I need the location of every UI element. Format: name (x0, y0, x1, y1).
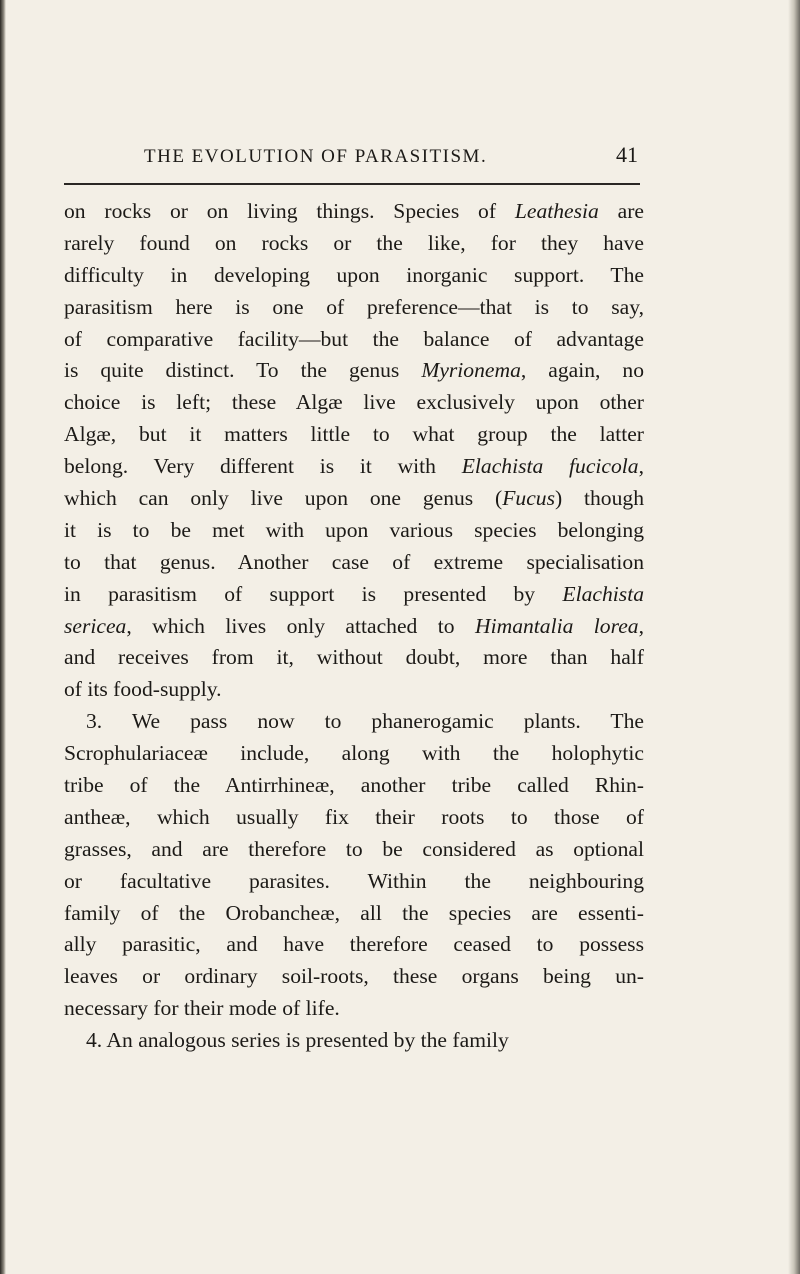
text-segment: and receives from it, without doubt, more than half (64, 645, 644, 670)
text-segment: grasses, and are therefore to be considered as optional (64, 836, 644, 861)
text-line (64, 292, 644, 324)
text-segment: or facultative parasites. Within the neighbouring (64, 868, 644, 893)
text-segment: which can only live upon one genus ( (64, 486, 503, 511)
text-segment: , again, no (520, 358, 645, 383)
text-line (64, 866, 644, 898)
text-line (64, 898, 644, 930)
text-line (64, 196, 644, 228)
text-line (64, 355, 644, 387)
text-segment: 3. We pass now to phanerogamic plants. The (86, 709, 644, 734)
text-segment: rarely found on rocks or the like, for they have (64, 230, 644, 255)
text-segment: tribe of the Antirrhineæ, another tribe called Rhin- (64, 773, 644, 798)
text-segment: leaves or ordinary soil-roots, these organs being un- (64, 964, 644, 989)
running-head: THE EVOLUTION OF PARASITISM. (144, 146, 488, 167)
text-line (64, 483, 644, 515)
text-segment: necessary for their mode of life. (64, 996, 340, 1021)
text-segment: parasitism here is one of preference—that is to say, (64, 294, 644, 319)
text-segment: 4. An analogous series is presented by the family (86, 1028, 509, 1053)
text-segment: ally parasitic, and have therefore ceased to possess (64, 932, 644, 957)
text-segment: in parasitism of support is presented by (64, 581, 563, 606)
text-segment: , (638, 454, 644, 479)
text-line (64, 451, 644, 483)
text-segment: belong. Very different is it with (64, 454, 462, 479)
text-line (64, 706, 644, 738)
text-segment: choice is left; these Algæ live exclusively upon other (64, 390, 644, 415)
text-line (64, 547, 644, 579)
text-line (64, 387, 644, 419)
text-segment: of comparative facility—but the balance of advantage (64, 326, 644, 351)
text-line (64, 770, 644, 802)
text-segment: on rocks or on living things. Species of (64, 199, 515, 223)
text-line (64, 260, 644, 292)
page-number: 41 (616, 142, 638, 167)
italic-text: Myrionema (421, 358, 521, 383)
text-line (64, 929, 644, 961)
text-line (64, 674, 644, 706)
text-segment: , which lives only attached to (126, 613, 475, 638)
italic-text: Himantalia lorea (475, 613, 639, 638)
text-line (64, 993, 644, 1025)
text-line (64, 228, 644, 260)
text-line (64, 324, 644, 356)
text-line (64, 611, 644, 643)
text-segment: it is to be met with upon various species belonging (64, 517, 644, 542)
header-rule (64, 183, 640, 185)
italic-text: Elachista fucicola (461, 454, 639, 479)
text-segment: Scrophulariaceæ include, along with the holophytic (64, 741, 644, 766)
italic-text: sericea (64, 613, 127, 638)
text-segment: difficulty in developing upon inorganic support. The (64, 262, 644, 287)
page-edge-right (788, 0, 800, 1274)
text-segment: is quite distinct. To the genus (64, 358, 422, 383)
text-line (64, 834, 644, 866)
page-edge-left (0, 0, 6, 1274)
text-line (64, 419, 644, 451)
text-line (64, 961, 644, 993)
text-segment: of its food-supply. (64, 677, 222, 702)
body-text (64, 196, 644, 1057)
text-segment: family of the Orobancheæ, all the species are essenti- (64, 900, 644, 925)
text-line (64, 579, 644, 611)
italic-text: Fucus (502, 486, 555, 511)
text-segment: antheæ, which usually fix their roots to those of (64, 804, 644, 829)
italic-text: Elachista (562, 581, 644, 606)
text-line (64, 1025, 644, 1057)
text-segment: , (638, 613, 644, 638)
text-line (64, 738, 644, 770)
text-segment: are (598, 199, 644, 223)
italic-text: Leathesia (514, 199, 599, 223)
text-segment: ) though (555, 486, 644, 511)
text-segment: to that genus. Another case of extreme specialisation (64, 549, 644, 574)
text-line (64, 515, 644, 547)
page-header (64, 142, 736, 176)
text-segment: Algæ, but it matters little to what group the latter (64, 422, 644, 447)
text-line (64, 802, 644, 834)
text-line (64, 642, 644, 674)
